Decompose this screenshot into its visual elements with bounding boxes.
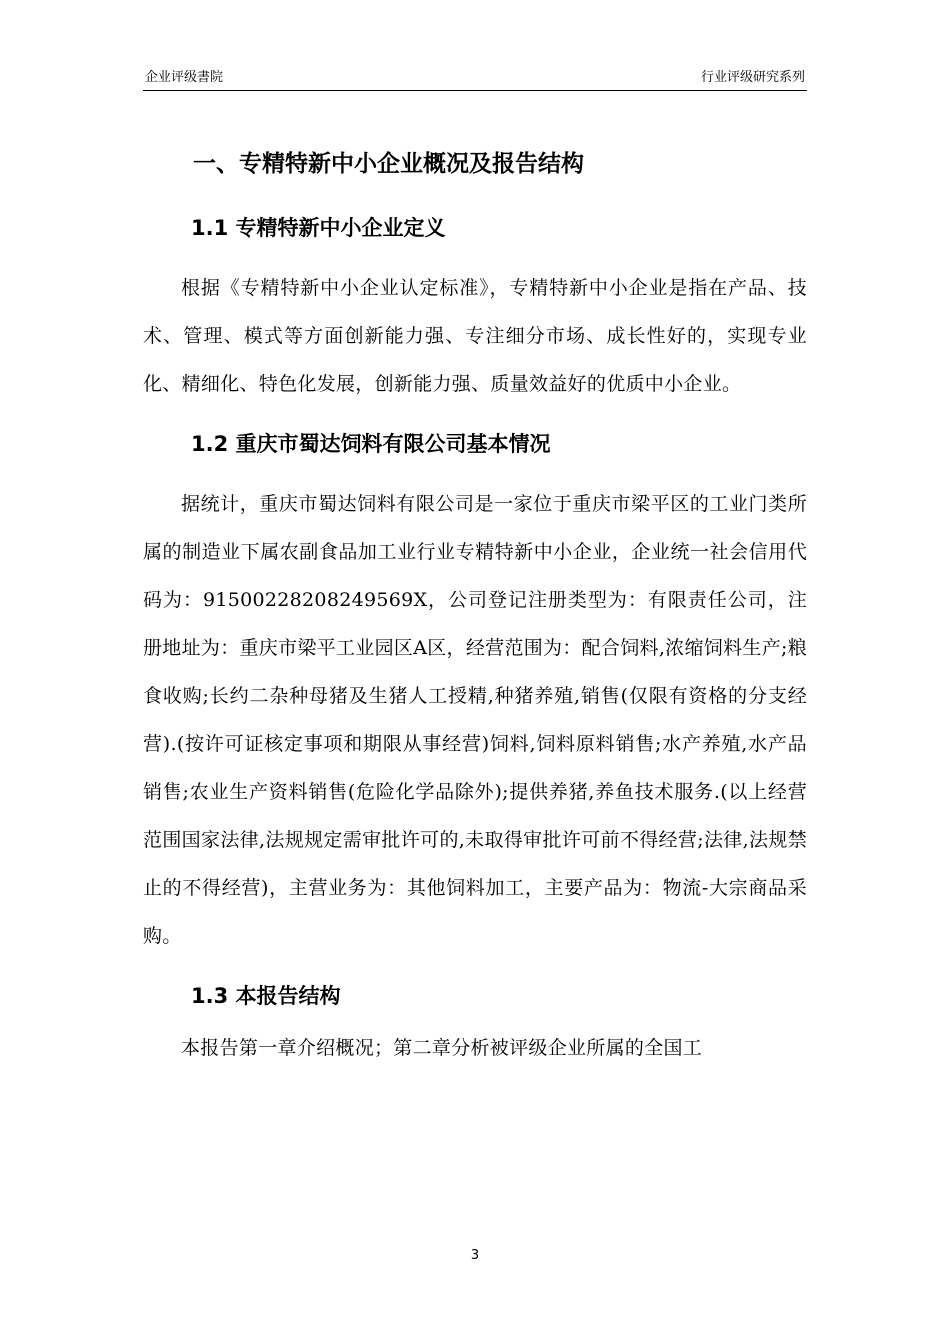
page-number: 3 xyxy=(470,1248,480,1263)
chapter-title: 一、专精特新中小企业概况及报告结构 xyxy=(193,151,584,177)
header-right-title: 行业评级研究系列 xyxy=(700,70,805,85)
running-header xyxy=(143,68,807,91)
section-heading-1-2: 1.2 重庆市蜀达饲料有限公司基本情况 xyxy=(191,432,551,456)
page-content xyxy=(143,144,807,1072)
section-heading-1-1: 1.1 专精特新中小企业定义 xyxy=(191,216,446,240)
section-paragraph-1-3: 本报告第一章介绍概况；第二章分析被评级企业所属的全国工 xyxy=(181,1037,703,1059)
section-paragraph-1-1: 根据《专精特新中小企业认定标准》，专精特新中小企业是指在产品、技术、管理、模式等方面创新能力强、专注细分市场、成长性好的，实现专业化、精细化、特色化发展，创新能力强、质量效益好的优质中小企业。 xyxy=(143,277,807,395)
section-paragraph-1-2: 据统计，重庆市蜀达饲料有限公司是一家位于重庆市梁平区的工业门类所属的制造业下属农副食品加工业行业专精特新中小企业，企业统一社会信用代码为：91500228208249569X，公司登记注册类型为：有限责任公司，注册地址为：重庆市梁平工业园区A区，经营范围为：配合饲料,浓缩饲料生产;粮食收购;长约二杂种母猪及生猪人工授精,种猪养殖,销售(仅限有资格的分支经营).(按许可证核定事项和期限从事经营)饲料,饲料原料销售;水产养殖,水产品销售;农业生产资料销售(危险化学品除外);提供养猪,养鱼技术服务.(以上经营范围国家法律,法规规定需审批许可的,未取得审批许可前不得经营;法律,法规禁止的不得经营)，主营业务为：其他饲料加工，主要产品为：物流-大宗商品采购。 xyxy=(143,493,807,947)
header-left-title: 企业评级書院 xyxy=(145,70,224,85)
section-heading-1-3: 1.3 本报告结构 xyxy=(191,984,341,1008)
